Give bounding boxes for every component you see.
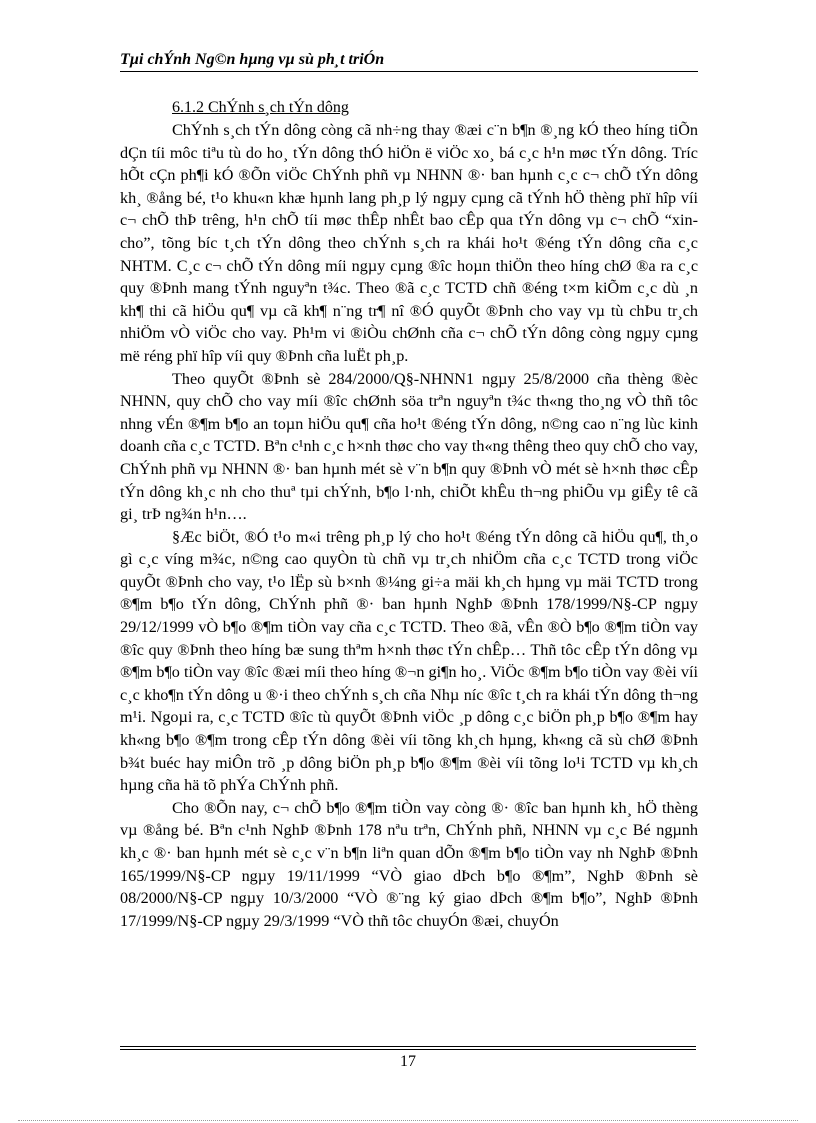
header-rule (120, 71, 698, 72)
header-title: Tµi chÝnh Ng©n hµng vµ sù ph¸t triÓn (120, 51, 385, 68)
section-heading: 6.1.2 ChÝnh s¸ch tÝn dông (172, 99, 349, 116)
page-header (120, 50, 698, 72)
paragraph-4: Cho ®Õn nay, c¬ chÕ b¶o ®¶m tiÒn vay còng ®· ®îc ban hµnh kh¸ hÖ thèng vµ ®ång bé. Bªn c¹nh NghÞ ®Þnh 178 nªu trªn, ChÝnh phñ, NHNN vµ c¸c Bé ngµnh kh¸c ®· ban hµnh mét sè c¸c v¨n b¶n liªn quan dÕn ®¶m b¶o tiÒn vay nh NghÞ ®Þnh 165/1999/N§-CP ngµy 19/11/1999 “VÒ giao dÞch b¶o ®¶m”, NghÞ ®Þnh sè 08/2000/N§-CP ngµy 10/3/2000 “VÒ ®¨ng ký giao dÞch ®¶m b¶o”, NghÞ ®Þnh 17/1999/N§-CP ngµy 29/3/1999 “VÒ thñ tôc chuyÓn ®æi, chuyÓn (120, 798, 698, 930)
paragraph-3: §Æc biÖt, ®Ó t¹o m«i trêng ph¸p lý cho ho¹t ®éng tÝn dông cã hiÖu qu¶, th¸o gì c¸c víng m¾c, n©ng cao quyÒn tù chñ vµ tr¸ch nhiÖm cña c¸c TCTD trong viÖc quyÕt ®Þnh cho vay, t¹o lËp sù b×nh ®¼ng gi÷a mäi kh¸ch hµng vµ mäi TCTD trong ®¶m b¶o tÝn dông, ChÝnh phñ ®· ban hµnh NghÞ ®Þnh 178/1999/N§-CP ngµy 29/12/1999 vÒ b¶o ®¶m tiÒn vay cña c¸c TCTD. Theo ®ã, vÊn ®Ò b¶o ®¶m tiÒn vay ®îc quy ®Þnh theo híng bæ sung thªm h×nh thøc tÝn chÊp… Thñ tôc cÊp tÝn dông vµ ®¶m b¶o tiÒn vay ®îc ®æi míi theo híng ®¬n gi¶n ho¸. ViÖc ®¶m b¶o tiÒn vay ®èi víi c¸c kho¶n tÝn dông u ®·i theo chÝnh s¸ch cña Nhµ níc ®îc t¸ch ra khái tÝn dông th¬ng m¹i. Ngoµi ra, c¸c TCTD ®îc tù quyÕt ®Þnh viÖc ¸p dông c¸c biÖn ph¸p b¶o ®¶m hay kh«ng b¶o ®¶m trong cÊp tÝn dông ®èi víi tõng kh¸ch hµng, kh«ng cã sù chØ ®Þnh b¾t buéc hay miÔn trõ ¸p dông biÖn ph¸p b¶o ®¶m ®èi víi tõng lo¹i TCTD vµ kh¸ch hµng cña hä tõ phÝa ChÝnh phñ. (120, 527, 698, 795)
footer-rule-top (120, 1046, 696, 1047)
page-edge-dotted-line (18, 1120, 798, 1121)
footer-rule-bottom (120, 1049, 696, 1050)
page-number: 17 (400, 1053, 416, 1070)
paragraph-1: ChÝnh s¸ch tÝn dông còng cã nh÷ng thay ®æi c¨n b¶n ®¸ng kÓ theo híng tiÕn dÇn tíi môc tiªu tù do ho¸ tÝn dông thÓ hiÖn ë viÖc xo¸ bá c¸c h¹n møc tÝn dông. Tríc hÕt cÇn ph¶i kÓ ®Õn viÖc ChÝnh phñ vµ NHNN ®· ban hµnh c¸c c¬ chÕ tÝn dông kh¸ ®ång bé, t¹o khu«n khæ hµnh lang ph¸p lý ngµy cµng cã tÝnh hÖ thèng phï hîp víi c¬ chÕ thÞ trêng, h¹n chÕ tíi møc thÊp nhÊt bao cÊp qua tÝn dông vµ c¬ chÕ “xin-cho”, tõng bíc t¸ch tÝn dông theo chÝnh s¸ch ra khái ho¹t ®éng tÝn dông cña c¸c NHTM. C¸c c¬ chÕ tÝn dông míi ngµy cµng ®îc hoµn thiÖn theo híng chØ ®a ra c¸c quy ®Þnh mang tÝnh nguyªn t¾c. Theo ®ã c¸c TCTD chñ ®éng t×m kiÕm c¸c dù ¸n kh¶ thi cã hiÖu qu¶ vµ cã kh¶ n¨ng tr¶ nî ®Ó quyÕt ®Þnh cho vay vµ tù chÞu tr¸ch nhiÖm vÒ viÖc cho vay. Ph¹m vi ®iÒu chØnh cña c¬ chÕ tÝn dông còng ngµy cµng më réng phï hîp víi quy ®Þnh cña luËt ph¸p. (120, 121, 698, 365)
document-body (120, 98, 698, 932)
paragraph-2: Theo quyÕt ®Þnh sè 284/2000/Q§-NHNN1 ngµy 25/8/2000 cña thèng ®èc NHNN, quy chÕ cho vay míi ®îc chØnh söa trªn nguyªn t¾c th«ng tho¸ng vÒ thñ tôc nhng vÉn ®¶m b¶o an toµn hiÖu qu¶ cña ho¹t ®éng tÝn dông, n©ng cao n¨ng lùc kinh doanh cña c¸c TCTD. Bªn c¹nh c¸c h×nh thøc cho vay th«ng thêng theo quy chÕ cho vay, ChÝnh phñ vµ NHNN ®· ban hµnh mét sè v¨n b¶n quy ®Þnh vÒ mét sè h×nh thøc cÊp tÝn dông kh¸c nh cho thuª tµi chÝnh, b¶o l·nh, chiÕt khÊu th¬ng phiÕu vµ giÊy tê cã gi¸ trÞ ng¾n h¹n…. (120, 369, 698, 524)
